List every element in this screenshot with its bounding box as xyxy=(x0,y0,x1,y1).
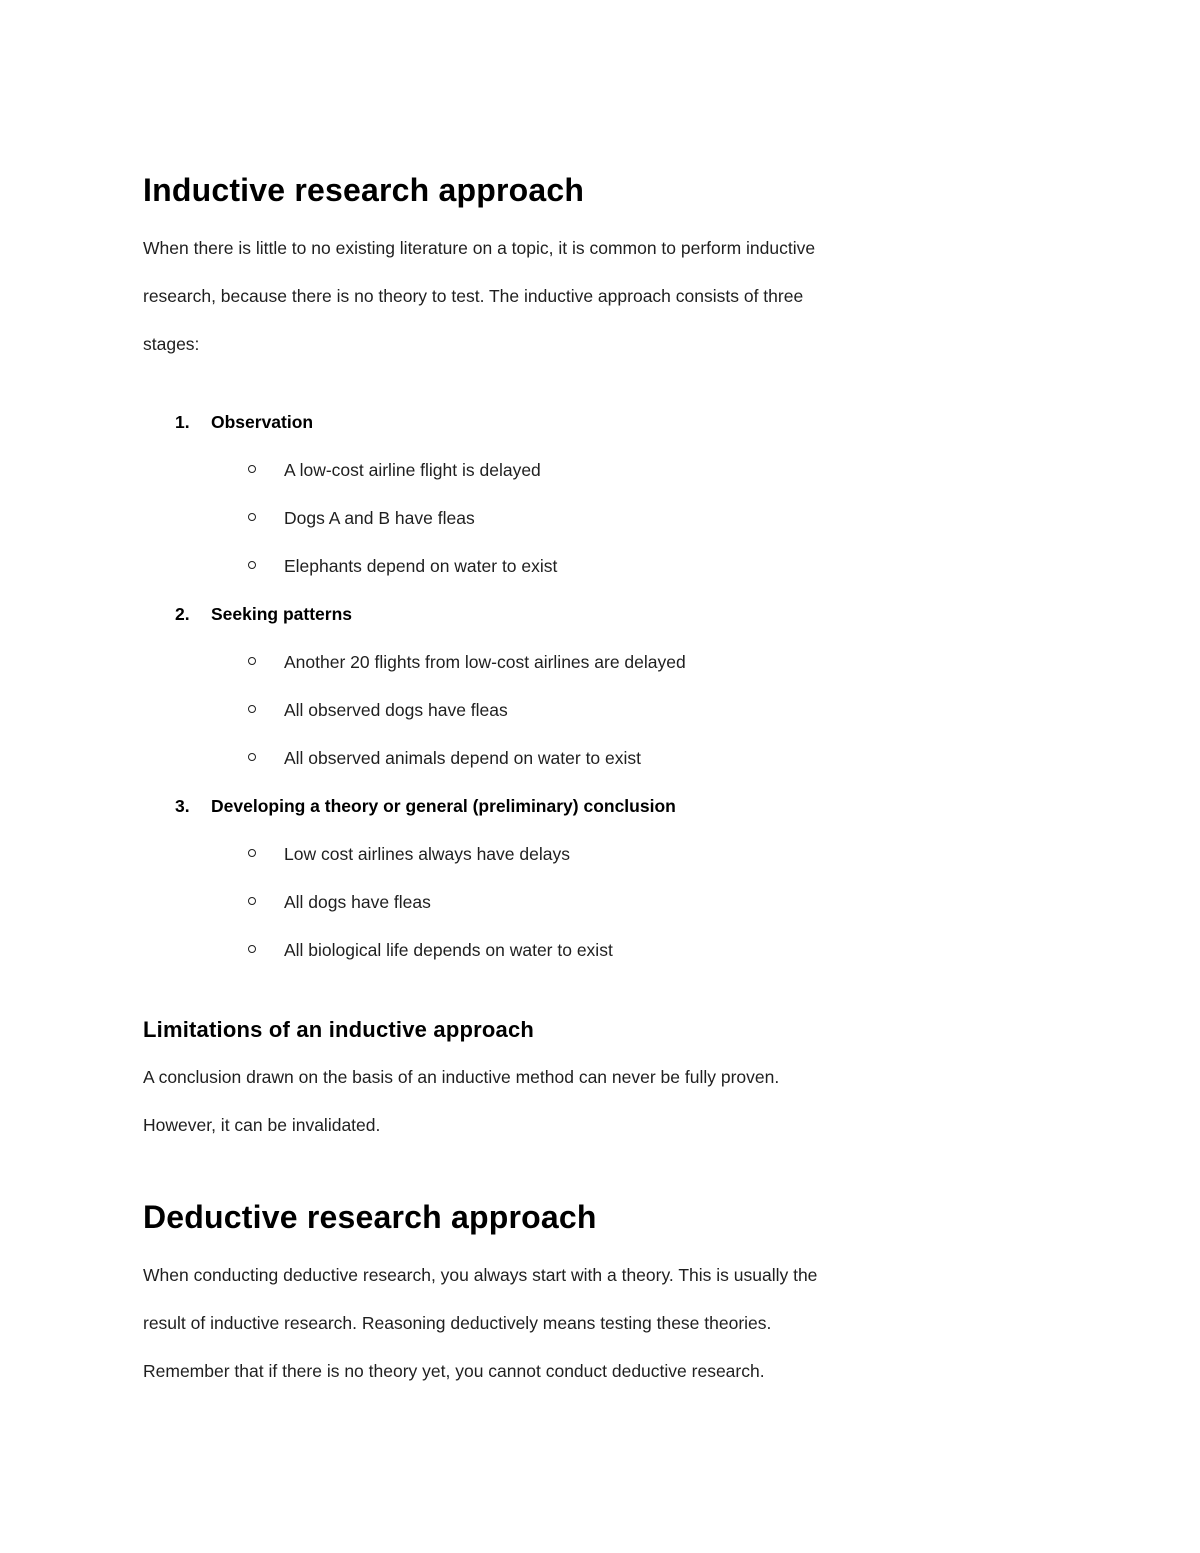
list-item-label: Developing a theory or general (preliminary) conclusion xyxy=(211,796,676,816)
list-sub-item xyxy=(143,878,1055,926)
sub-item-text: All biological life depends on water to exist xyxy=(284,940,613,960)
list-number: 1. xyxy=(175,412,190,432)
hollow-circle-bullet-icon xyxy=(248,897,256,905)
hollow-circle-bullet-icon xyxy=(248,513,256,521)
sub-item-text: Dogs A and B have fleas xyxy=(284,508,475,528)
heading-limitations: Limitations of an inductive approach xyxy=(143,1017,535,1042)
sub-item-text: All dogs have fleas xyxy=(284,892,431,912)
list-sub-item xyxy=(143,638,1055,686)
hollow-circle-bullet-icon xyxy=(248,945,256,953)
inductive-steps-list xyxy=(143,398,1055,974)
paragraph-line: research, because there is no theory to test. The inductive approach consists of three xyxy=(143,286,804,306)
sub-item-text: Another 20 flights from low-cost airlines are delayed xyxy=(284,652,686,672)
paragraph-line: When conducting deductive research, you always start with a theory. This is usually the xyxy=(143,1265,818,1285)
paragraph-line: stages: xyxy=(143,334,200,354)
limitations-paragraph xyxy=(143,1053,1055,1149)
hollow-circle-bullet-icon xyxy=(248,657,256,665)
list-sub-item xyxy=(143,542,1055,590)
sub-item-text: A low-cost airline flight is delayed xyxy=(284,460,541,480)
hollow-circle-bullet-icon xyxy=(248,465,256,473)
list-sub-item xyxy=(143,494,1055,542)
inductive-intro-paragraph xyxy=(143,224,1055,368)
sub-item-text: Low cost airlines always have delays xyxy=(284,844,570,864)
heading-deductive-research-approach: Deductive research approach xyxy=(143,1199,597,1235)
paragraph-line: When there is little to no existing literature on a topic, it is common to perform inductive xyxy=(143,238,816,258)
list-sub-item xyxy=(143,926,1055,974)
list-number: 2. xyxy=(175,604,190,624)
list-item-label: Seeking patterns xyxy=(211,604,353,624)
list-sub-item xyxy=(143,686,1055,734)
hollow-circle-bullet-icon xyxy=(248,849,256,857)
paragraph-line: However, it can be invalidated. xyxy=(143,1115,381,1135)
list-item-seeking-patterns xyxy=(143,590,1055,638)
list-sub-item xyxy=(143,734,1055,782)
list-item-observation xyxy=(143,398,1055,446)
hollow-circle-bullet-icon xyxy=(248,753,256,761)
list-sub-item xyxy=(143,446,1055,494)
paragraph-line: result of inductive research. Reasoning deductively means testing these theories. xyxy=(143,1313,772,1333)
hollow-circle-bullet-icon xyxy=(248,561,256,569)
list-item-developing-theory xyxy=(143,782,1055,830)
list-sub-item xyxy=(143,830,1055,878)
paragraph-line: A conclusion drawn on the basis of an inductive method can never be fully proven. xyxy=(143,1067,780,1087)
sub-item-text: Elephants depend on water to exist xyxy=(284,556,558,576)
hollow-circle-bullet-icon xyxy=(248,705,256,713)
list-number: 3. xyxy=(175,796,190,816)
sub-item-text: All observed dogs have fleas xyxy=(284,700,508,720)
paragraph-line: Remember that if there is no theory yet, you cannot conduct deductive research. xyxy=(143,1361,765,1381)
sub-item-text: All observed animals depend on water to exist xyxy=(284,748,642,768)
heading-inductive-research-approach: Inductive research approach xyxy=(143,172,585,208)
list-item-label: Observation xyxy=(211,412,314,432)
deductive-paragraph xyxy=(143,1251,1055,1395)
